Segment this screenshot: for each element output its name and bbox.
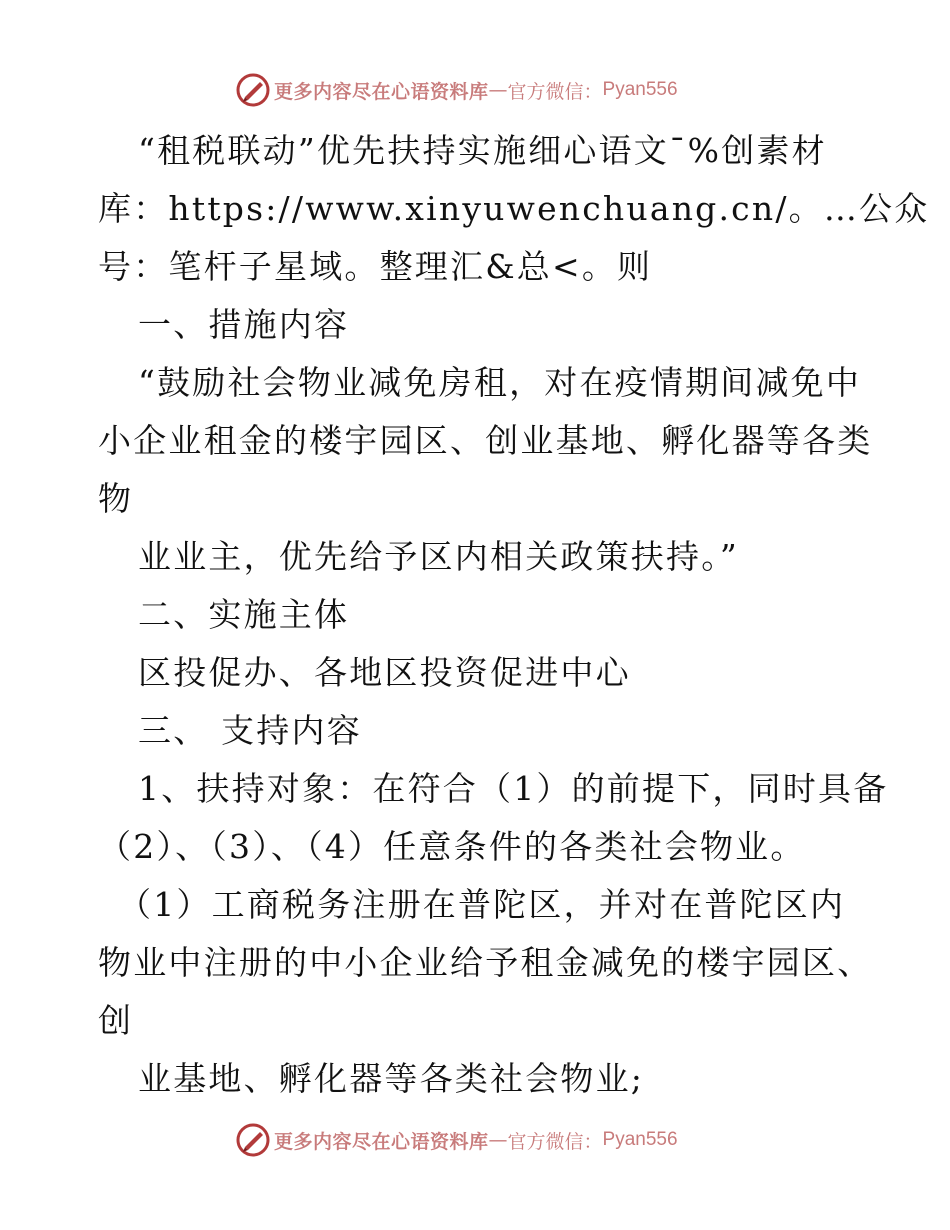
- body-line: “租税联动”优先扶持实施细心语文¯%创素材: [138, 131, 827, 170]
- watermark-official-label: 官方微信：: [507, 80, 603, 103]
- body-line: 业业主，优先给予区内相关政策扶持。”: [138, 537, 739, 576]
- body-line: 1、扶持对象：在符合（1）的前提下，同时具备: [138, 769, 889, 808]
- watermark-text: 更多内容尽在心语资料库: [274, 80, 489, 103]
- watermark-official-label: 官方微信：: [507, 1130, 603, 1153]
- body-line: 小企业租金的楼宇园区、创业基地、孵化器等各类: [98, 421, 873, 460]
- header-watermark: [236, 72, 678, 108]
- watermark-logo-icon: [236, 73, 270, 107]
- body-line: （2）、（3）、（4）任意条件的各类社会物业。: [98, 827, 806, 866]
- body-line: 创: [98, 1001, 134, 1040]
- body-line: 号：笔杆子星域。整理汇&总<。则: [98, 247, 653, 286]
- body-line: 业基地、孵化器等各类社会物业;: [138, 1059, 645, 1098]
- body-line: 库：https://www.xinyuwenchuang.cn/。…公众: [98, 189, 930, 228]
- body-line: 区投促办、各地区投资促进中心: [138, 653, 631, 692]
- section-heading: 一、措施内容: [138, 305, 350, 344]
- watermark-separator: —: [488, 79, 508, 101]
- watermark-separator: —: [488, 1129, 508, 1151]
- body-line: “鼓励社会物业减免房租，对在疫情期间减免中: [138, 363, 862, 402]
- watermark-wechat-id: Pyan556: [602, 1129, 678, 1150]
- watermark-text: 更多内容尽在心语资料库: [274, 1130, 489, 1153]
- body-line: 物业中注册的中小企业给予租金减免的楼宇园区、: [98, 943, 873, 982]
- body-line: （1）工商税务注册在普陀区，并对在普陀区内: [118, 885, 846, 924]
- section-heading: 三、 支持内容: [138, 711, 362, 750]
- watermark-logo-icon: [236, 1123, 270, 1157]
- watermark-wechat-id: Pyan556: [602, 79, 678, 100]
- section-heading: 二、实施主体: [138, 595, 350, 634]
- footer-watermark: [236, 1122, 678, 1158]
- body-line: 物: [98, 479, 134, 518]
- document-body: [98, 122, 930, 1108]
